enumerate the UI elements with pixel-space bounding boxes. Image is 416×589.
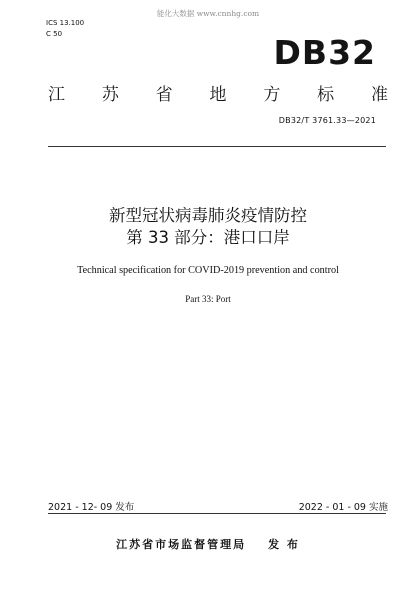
ics-code: ICS 13.100 — [46, 19, 85, 27]
standard-type-char: 苏 — [101, 85, 119, 105]
issue-date: 2021 - 12- 09 发布 — [48, 502, 135, 513]
standard-number: DB32/T 3761.33—2021 — [278, 116, 376, 125]
standard-type-char: 地 — [209, 85, 227, 105]
publisher-action: 发 布 — [268, 538, 300, 551]
standard-brand-logo: DB32 — [273, 33, 376, 72]
standard-type-char: 省 — [155, 85, 173, 105]
title-line-2: 第 33 部分：港口口岸 — [126, 228, 290, 247]
top-divider — [48, 146, 386, 147]
standard-type-char: 准 — [370, 85, 388, 105]
document-title-english: Technical specification for COVID-2019 prevention and control — [77, 265, 339, 276]
watermark-text: 能化大数据 www.cnnhg.com — [156, 9, 260, 18]
implementation-date: 2022 - 01 - 09 实施 — [298, 502, 388, 513]
standard-type-char: 方 — [263, 85, 281, 105]
ccs-code: C 50 — [46, 30, 63, 38]
standard-type-char: 标 — [317, 85, 335, 105]
publisher-line — [0, 536, 416, 552]
publisher-name: 江苏省市场监督管理局 — [116, 538, 247, 551]
standard-type-char: 江 — [48, 85, 65, 105]
standard-type-heading — [48, 80, 388, 105]
title-line-1: 新型冠状病毒肺炎疫情防控 — [109, 206, 307, 225]
bottom-divider — [48, 513, 386, 514]
part-title-english: Part 33: Port — [185, 294, 231, 304]
document-title-chinese — [0, 205, 416, 249]
